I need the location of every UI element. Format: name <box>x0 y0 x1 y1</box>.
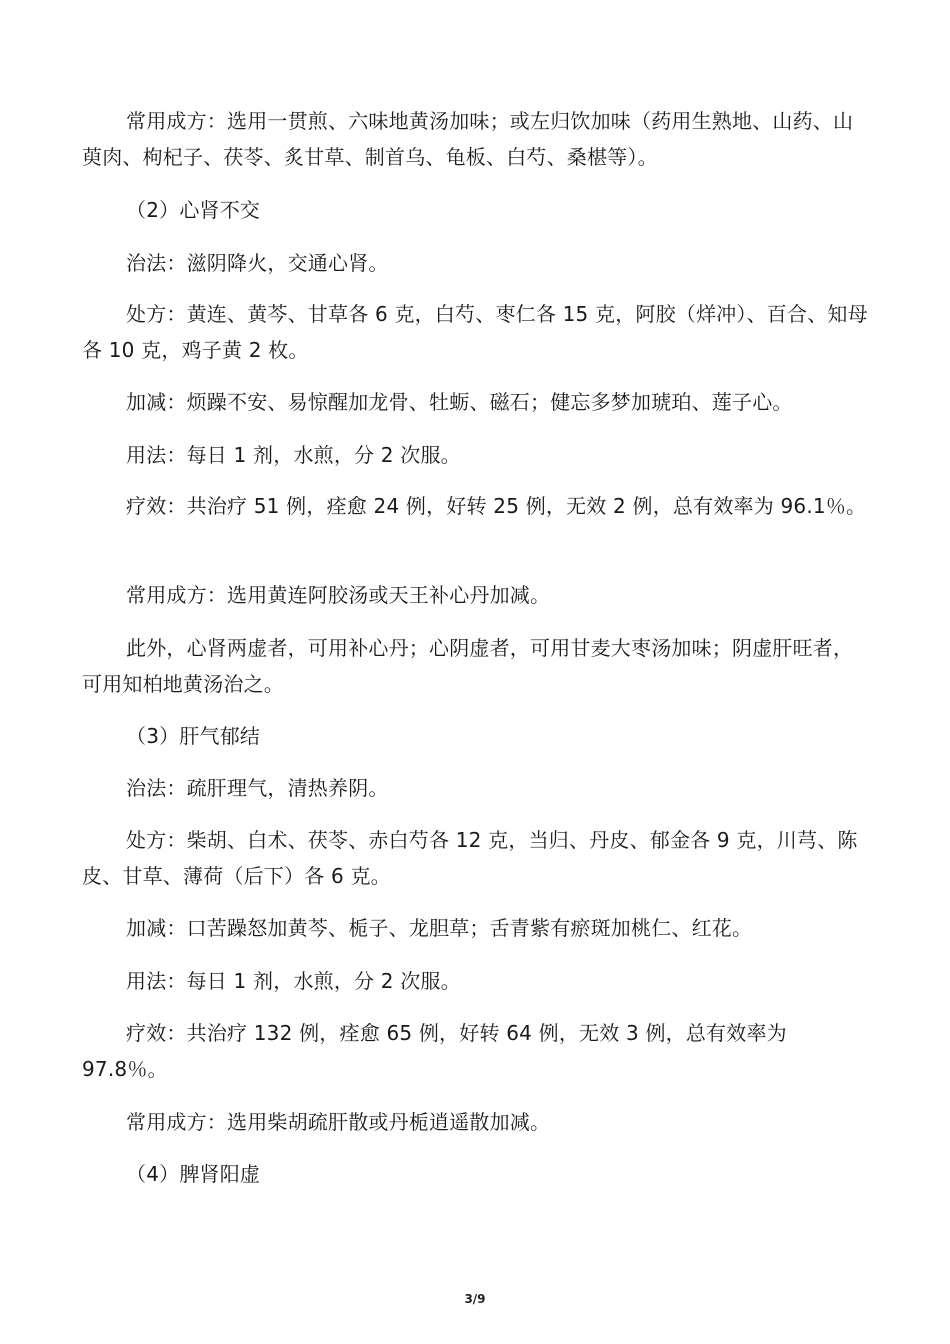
paragraph-common-formula-2: 常用成方：选用黄连阿胶汤或天王补心丹加减。 <box>126 583 551 607</box>
paragraph-prescription-3: 处方：柴胡、白术、茯苓、赤白芍各 12 克，当归、丹皮、郁金各 9 克，川芎、陈皮、甘草、薄荷（后下）各 6 克。 <box>82 828 858 888</box>
paragraph-usage-3: 用法：每日 1 剂，水煎，分 2 次服。 <box>126 969 461 993</box>
paragraph-additional-note: 此外，心肾两虚者，可用补心丹；心阴虚者，可用甘麦大枣汤加味；阴虚肝旺者，可用知柏地黄汤治之。 <box>82 636 854 696</box>
paragraph-efficacy-3: 疗效：共治疗 132 例，痊愈 65 例，好转 64 例，无效 3 例，总有效率为 97.8％。 <box>82 1021 787 1081</box>
paragraph-modification-3: 加减：口苦躁怒加黄芩、栀子、龙胆草；舌青紫有瘀斑加桃仁、红花。 <box>126 916 753 940</box>
paragraph-efficacy-2: 疗效：共治疗 51 例，痊愈 24 例，好转 25 例，无效 2 例，总有效率为 96.1％。 <box>126 494 867 518</box>
section-heading-heart-kidney: （2）心肾不交 <box>126 198 261 222</box>
paragraph-treatment-method-3: 治法：疏肝理气，清热养阴。 <box>126 776 389 800</box>
paragraph-prescription-2: 处方：黄连、黄芩、甘草各 6 克，白芍、枣仁各 15 克，阿胶（烊冲）、百合、知母各 10 克，鸡子黄 2 枚。 <box>82 302 868 362</box>
paragraph-common-formula-3: 常用成方：选用柴胡疏肝散或丹栀逍遥散加减。 <box>126 1110 551 1134</box>
section-heading-spleen-kidney: （4）脾肾阳虚 <box>126 1162 261 1186</box>
paragraph-usage-2: 用法：每日 1 剂，水煎，分 2 次服。 <box>126 443 461 467</box>
page-number: 3/9 <box>464 1292 486 1306</box>
paragraph-common-formula-1: 常用成方：选用一贯煎、六味地黄汤加味；或左归饮加味（药用生熟地、山药、山萸肉、枸杞子、茯苓、炙甘草、制首乌、龟板、白芍、桑椹等）。 <box>82 109 854 169</box>
paragraph-modification-2: 加减：烦躁不安、易惊醒加龙骨、牡蛎、磁石；健忘多梦加琥珀、莲子心。 <box>126 390 793 414</box>
paragraph-treatment-method-2: 治法：滋阴降火，交通心肾。 <box>126 251 389 275</box>
section-heading-liver-qi: （3）肝气郁结 <box>126 724 261 748</box>
